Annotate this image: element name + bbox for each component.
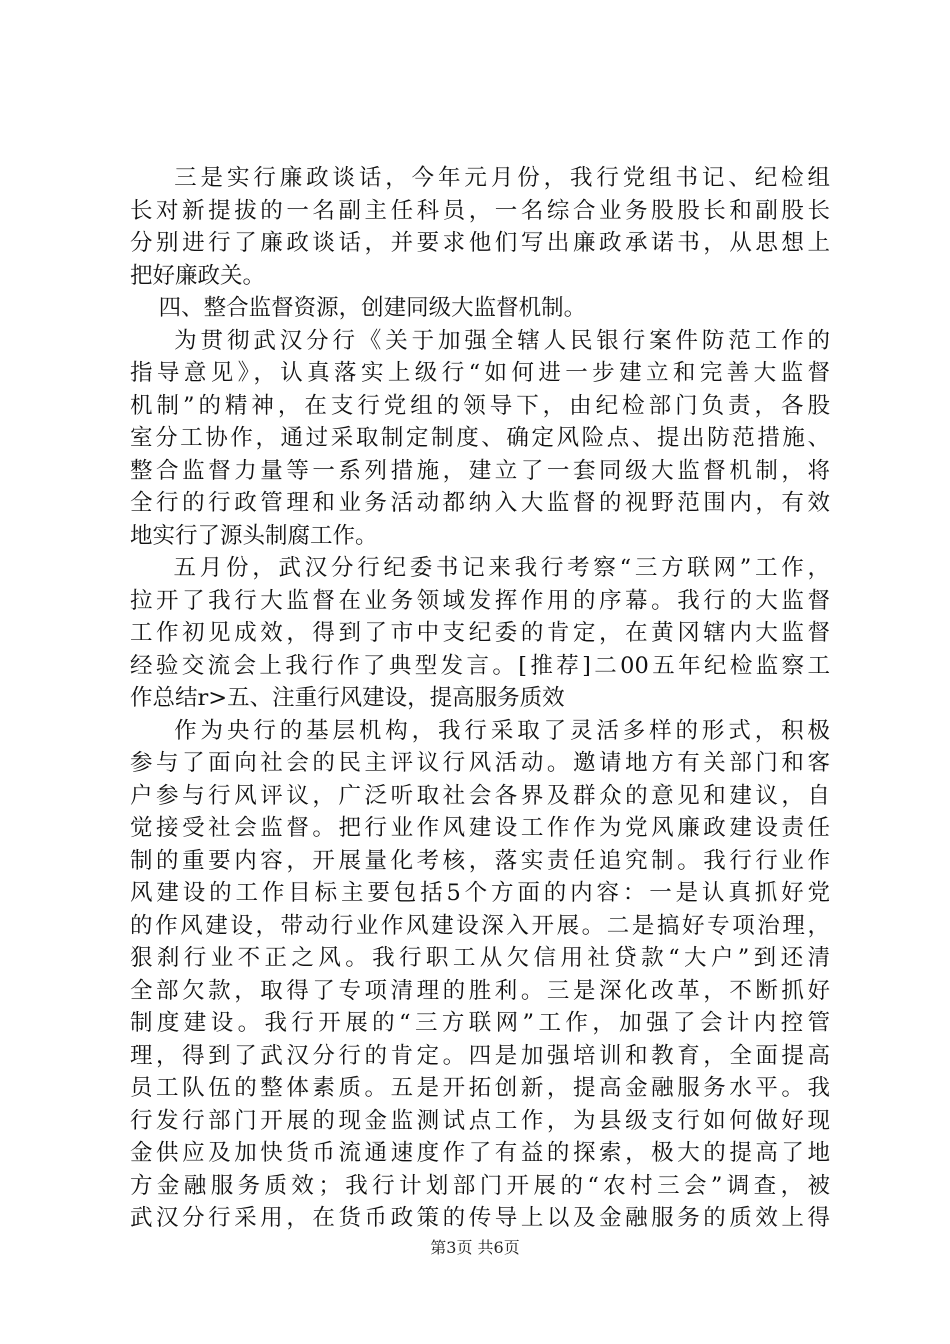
- text-line: 分别进行了廉政谈话，并要求他们写出廉政承诺书，从思想上: [130, 230, 830, 256]
- text-line: 风建设的工作目标主要包括5个方面的内容：一是认真抓好党: [130, 880, 830, 906]
- text-line: 狠刹行业不正之风。我行职工从欠信用社贷款“大户”到还清: [130, 945, 830, 971]
- text-line: 制的重要内容，开展量化考核，落实责任追究制。我行行业作: [130, 847, 830, 874]
- text-line: 参与了面向社会的民主评议行风活动。邀请地方有关部门和客: [130, 750, 830, 776]
- text-line: 机制”的精神，在支行党组的领导下，由纪检部门负责，各股: [130, 392, 830, 419]
- text-line: 三是实行廉政谈话，今年元月份，我行党组书记、纪检组: [130, 165, 830, 191]
- text-line: 地实行了源头制腐工作。: [130, 522, 378, 549]
- text-line: 觉接受社会监督。把行业作风建设工作作为党风廉政建设责任: [130, 815, 830, 841]
- text-line: 作总结r>五、注重行风建设，提高服务质效: [130, 685, 565, 711]
- text-line: 工作初见成效，得到了市中支纪委的肯定，在黄冈辖内大监督: [130, 620, 830, 646]
- text-line: 为贯彻武汉分行《关于加强全辖人民银行案件防范工作的: [130, 327, 830, 354]
- text-line: 户参与行风评议，广泛听取社会各界及群众的意见和建议，自: [130, 782, 830, 809]
- text-line: 五月份，武汉分行纪委书记来我行考察“三方联网”工作，: [130, 555, 830, 581]
- text-line: 全行的行政管理和业务活动都纳入大监督的视野范围内，有效: [130, 490, 830, 516]
- text-line: 方金融服务质效；我行计划部门开展的“农村三会”调查，被: [130, 1172, 830, 1199]
- text-line: 四、整合监督资源，创建同级大监督机制。: [130, 295, 587, 321]
- text-line: 长对新提拔的一名副主任科员，一名综合业务股股长和副股长: [130, 197, 830, 224]
- text-line: 金供应及加快货币流通速度作了有益的探索，极大的提高了地: [130, 1140, 830, 1166]
- text-line: 武汉分行采用，在货币政策的传导上以及金融服务的质效上得: [130, 1205, 830, 1231]
- text-line: 整合监督力量等一系列措施，建立了一套同级大监督机制，将: [130, 457, 830, 484]
- text-line: 制度建设。我行开展的“三方联网”工作，加强了会计内控管: [130, 1010, 830, 1036]
- text-line: 把好廉政关。: [130, 262, 266, 289]
- text-line: 行发行部门开展的现金监测试点工作，为县级支行如何做好现: [130, 1107, 830, 1134]
- text-line: 拉开了我行大监督在业务领域发挥作用的序幕。我行的大监督: [130, 587, 830, 614]
- text-line: 经验交流会上我行作了典型发言。[推荐]二00五年纪检监察工: [130, 652, 830, 679]
- text-line: 员工队伍的整体素质。五是开拓创新，提高金融服务水平。我: [130, 1075, 830, 1101]
- page-footer: 第3页 共6页: [430, 1238, 520, 1257]
- text-line: 理，得到了武汉分行的肯定。四是加强培训和教育，全面提高: [130, 1042, 830, 1069]
- text-line: 全部欠款，取得了专项清理的胜利。三是深化改革，不断抓好: [130, 977, 830, 1004]
- text-line: 作为央行的基层机构，我行采取了灵活多样的形式，积极: [130, 717, 830, 744]
- document-body: [130, 162, 830, 1235]
- text-line: 的作风建设，带动行业作风建设深入开展。二是搞好专项治理，: [130, 912, 830, 939]
- text-line: 室分工协作，通过采取制定制度、确定风险点、提出防范措施、: [130, 425, 830, 451]
- text-line: 指导意见》，认真落实上级行“如何进一步建立和完善大监督: [130, 360, 830, 386]
